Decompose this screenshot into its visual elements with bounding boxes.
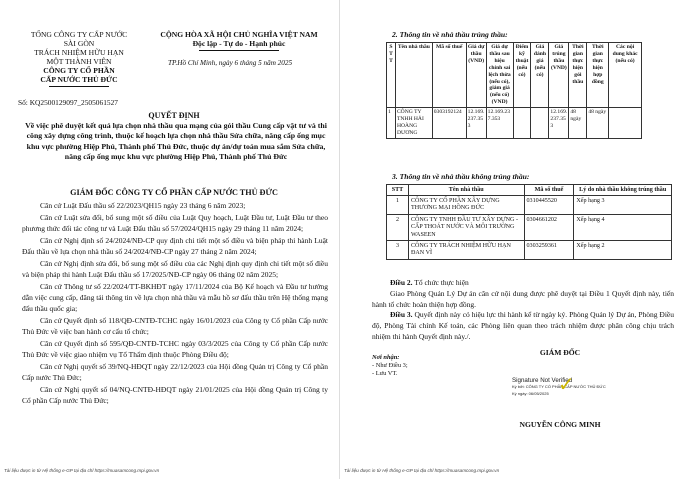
article-2-title: Tổ chức thực hiện: [412, 278, 469, 287]
table-cell: 48 ngày: [569, 108, 587, 139]
table-cell: [513, 108, 531, 139]
section-loser-title: 3. Thông tin về nhà thầu không trúng thầu:: [392, 172, 530, 181]
table-cell: [531, 108, 549, 139]
director-heading: GIÁM ĐỐC CÔNG TY CỔ PHẦN CẤP NƯỚC THỦ ĐỨC: [70, 188, 278, 197]
page-footer: Tài liệu được in từ Hệ thống e-GP tại địa chỉ https://muasamcong.mpi.gov.vn: [344, 468, 500, 473]
document-number: Số: KQ2500129097_2505061527: [18, 98, 118, 107]
national-slogan: Độc lập - Tự do - Hạnh phúc: [192, 39, 286, 48]
legal-basis-item: Căn cứ Quyết định số 118/QĐ-CNTĐ-TCHC ngày 16/01/2023 của Công ty Cổ phần Cấp nước Thủ Đức về việc ban hành cơ cấu tổ chức;: [22, 315, 328, 336]
signature-date: Ký ngày: 06/05/2025: [512, 390, 549, 396]
column-header: Giá dự thầu (VND): [466, 43, 486, 108]
article-label: Điều 2.: [390, 278, 413, 287]
signature-status: Signature Not Verified: [512, 377, 573, 384]
table-cell: 0310445520: [524, 196, 574, 215]
table-cell: 0303259361: [524, 241, 574, 260]
column-header: Giá trúng thầu (VND): [549, 43, 569, 108]
table-row: [387, 196, 672, 215]
table-cell: 2: [387, 215, 409, 241]
table-cell: Xếp hạng 4: [574, 215, 672, 241]
signer-name: NGUYỄN CÔNG MINH: [519, 420, 601, 429]
column-header: Lý do nhà thầu không trúng thầu: [574, 185, 672, 196]
national-motto: CỘNG HÒA XÃ HỘI CHỦ NGHĨA VIỆT NAM: [160, 30, 318, 39]
page-footer: Tài liệu được in từ Hệ thống e-GP tại địa chỉ https://muasamcong.mpi.gov.vn: [4, 468, 160, 473]
section-winner-title: 2. Thông tin về nhà thầu trúng thầu:: [392, 30, 508, 39]
issuer-line: CẤP NƯỚC THỦ ĐỨC: [40, 75, 118, 84]
legal-basis-item: Căn cứ Thông tư số 22/2024/TT-BKHĐT ngày 17/11/2024 của Bộ Kế hoạch và Đầu tư hướng dẫn việc cung cấp, đăng tải thông tin về lựa chọn nhà thầu và mẫu hồ sơ đấu thầu trên Hệ thống mạng đấu thầu quốc gia;: [22, 282, 328, 313]
table-cell: Xếp hạng 2: [574, 241, 672, 260]
table-cell: CÔNG TY TNHH HẢI HOÀNG DƯƠNG: [395, 108, 432, 139]
table-cell: CÔNG TY TNHH ĐẦU TƯ XÂY DỰNG - CẤP THOÁT NƯỚC VÀ MÔI TRƯỜNG WASEEN: [408, 215, 524, 241]
issuer-line: CÔNG TY CỔ PHẦN: [43, 66, 115, 75]
article-3-text: [372, 310, 674, 342]
table-row: [387, 241, 672, 260]
signer-title: GIÁM ĐỐC: [539, 348, 581, 357]
article-2: [372, 278, 674, 310]
recipient-item: - Lưu VT.: [372, 370, 398, 378]
document-date: TP.Hồ Chí Minh, ngày 6 tháng 5 năm 2025: [168, 59, 293, 67]
column-header: Thời gian thực hiện gói thầu: [569, 43, 587, 108]
digital-signature: [512, 372, 614, 406]
table-cell: 12.169.237.353: [466, 108, 486, 139]
national-header: [150, 30, 328, 51]
legal-basis-list: [22, 201, 328, 408]
table-cell: 0304661202: [524, 215, 574, 241]
table-row: [387, 215, 672, 241]
article-3: [372, 310, 674, 342]
legal-basis-item: Căn cứ Nghị quyết số 39/NQ-HĐQT ngày 22/12/2023 của Hội đồng Quản trị Công ty Cổ phần Cấp nước Thủ Đức;: [22, 361, 328, 382]
table-cell: CÔNG TY CỔ PHẦN XÂY DỰNG THƯƠNG MẠI HỒNG ĐỨC: [408, 196, 524, 215]
issuer-line: TRÁCH NHIỆM HỮU HẠN: [34, 48, 124, 57]
table-cell: Xếp hạng 3: [574, 196, 672, 215]
column-header: S T T: [387, 43, 396, 108]
issuer-line: SÀI GÒN: [63, 39, 95, 48]
table-cell: [609, 108, 642, 139]
recipients: [372, 354, 408, 379]
legal-basis-item: Căn cứ Luật Đấu thầu số 22/2023/QH15 ngày 23 tháng 6 năm 2023;: [40, 201, 246, 210]
table-header-row: [387, 185, 672, 196]
column-header: Tên nhà thầu: [408, 185, 524, 196]
column-header: Mã số thuế: [524, 185, 574, 196]
article-2-body: Giao Phòng Quản Lý Dự án căn cứ nội dung được phê duyệt tại Điều 1 Quyết định này, tiến hành tổ chức hoàn thiện hợp đồng.: [372, 288, 674, 309]
table-cell: 0303192124: [432, 108, 466, 139]
recipients-label: Nơi nhận:: [372, 354, 400, 361]
legal-basis-item: Căn cứ Luật sửa đổi, bổ sung một số điều của Luật Quy hoạch, Luật Đầu tư, Luật Đầu tư theo phương thức đối tác công tư và Luật Đấu thầu số 57/2024/QH15 ngày 29 tháng 11 năm 2024;: [22, 213, 328, 233]
article-3-body: Quyết định này có hiệu lực thi hành kể từ ngày ký. Phòng Quản lý Dự án, Phòng Điều độ, Phòng Tài chính Kế toán, các Phòng liên quan theo trách nhiệm được phân công chịu trách nhiệm thi hành Quyết định này./.: [372, 310, 675, 341]
table-header-row: [387, 43, 642, 108]
recipient-item: - Như Điều 3;: [372, 362, 408, 370]
column-header: Giá dự thầu sau hiệu chỉnh sai lệch thừa (nếu có), giảm giá (nếu có) (VND): [486, 43, 513, 108]
column-header: Tên nhà thầu: [395, 43, 432, 108]
winner-table: [386, 42, 642, 139]
issuer-header: [18, 30, 140, 87]
table-cell: CÔNG TY TRÁCH NHIỆM HỮU HẠN ĐAN VĨ: [408, 241, 524, 260]
legal-basis-item: Căn cứ Nghị định sửa đổi, bổ sung một số điều của các Nghị định quy định chi tiết một số điều và biện pháp thi hành Luật Đấu thầu số 17/2025/NĐ-CP ngày 06 tháng 02 năm 2025;: [22, 259, 328, 279]
legal-basis-item: Căn cứ Nghị định số 24/2024/NĐ-CP quy định chi tiết một số điều và biện pháp thi hành Luật Đấu thầu về lựa chọn nhà thầu số 24/2024/NĐ-CP ngày 27 tháng 2 năm 2024;: [22, 236, 328, 256]
signature-signer: Ký bởi: CÔNG TY CỔ PHẦN CẤP NƯỚC THỦ ĐỨC: [512, 384, 606, 390]
decision-title: QUYẾT ĐỊNH: [148, 111, 200, 120]
article-2-heading: [372, 278, 674, 289]
column-header: Giá đánh giá (nếu có): [531, 43, 549, 108]
legal-basis-item: Căn cứ Nghị quyết số 04/NQ-CNTĐ-HĐQT ngày 21/01/2025 của Hội đồng Quản trị Công ty Cổ phần Cấp nước Thủ Đức;: [22, 384, 328, 405]
column-header: Điểm kỹ thuật (nếu có): [513, 43, 531, 108]
column-header: Các nội dung khác (nếu có): [609, 43, 642, 108]
table-cell: 3: [387, 241, 409, 260]
table-cell: 12.169.237.353: [486, 108, 513, 139]
decision-subtitle: Về việc phê duyệt kết quả lựa chọn nhà thầu qua mạng của gói thầu Cung cấp vật tư và thi công xây dựng công trình, thuộc kế hoạch lựa chọn nhà thầu Sửa chữa, nâng cấp ống mục khu vực phường Hiệp Phú, Thành phố Thủ Đức, thuộc dự án/dự toán mua sắm Sửa chữa, nâng cấp ống mục khu vực phường Hiệp Phú, Thành phố Thủ Đức: [25, 121, 327, 161]
divider: [199, 50, 279, 51]
check-mark-icon: ✓: [558, 372, 575, 396]
table-cell: 1: [387, 108, 396, 139]
issuer-line: TỔNG CÔNG TY CẤP NƯỚC: [30, 30, 128, 39]
table-row: [387, 108, 642, 139]
article-label: Điều 3.: [390, 310, 413, 319]
column-header: STT: [387, 185, 409, 196]
divider: [49, 86, 109, 87]
table-cell: 48 ngày: [587, 108, 609, 139]
column-header: Mã số thuế: [432, 43, 466, 108]
table-cell: 1: [387, 196, 409, 215]
column-header: Thời gian thực hiện hợp đồng: [587, 43, 609, 108]
non-winner-table: [386, 184, 672, 260]
legal-basis-item: Căn cứ Quyết định số 595/QĐ-CNTĐ-TCHC ngày 03/3/2025 của Công ty Cổ phần Cấp nước Thủ Đức về việc giao nhiệm vụ Tổ Thẩm định thuộc Phòng Điều độ;: [22, 338, 328, 359]
issuer-line: MỘT THÀNH VIÊN: [46, 57, 112, 66]
table-cell: 12.169.237.353: [549, 108, 569, 139]
